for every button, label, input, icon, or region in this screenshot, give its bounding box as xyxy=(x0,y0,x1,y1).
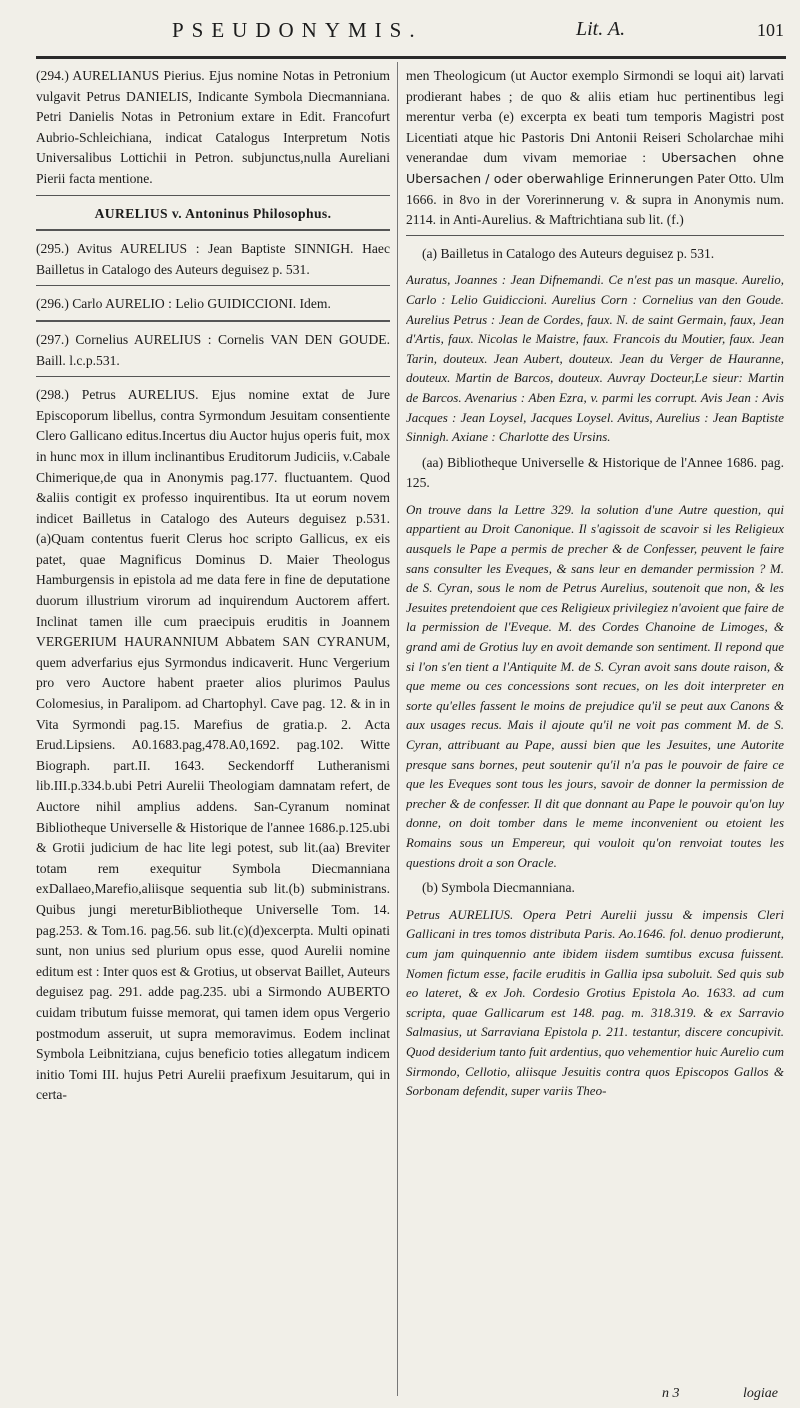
entry-295: (295.) Avitus AURELIUS : Jean Baptiste SINNIGH. Haec Bailletus in Catalogo des Auteurs deguisez p. 531. xyxy=(36,241,390,277)
page-header xyxy=(172,18,786,52)
entry-294: (294.) AURELIANUS Pierius. Ejus nomine Notas in Petronium vulgavit Petrus DANIELIS, Indicante Symbola Diecmanniana. Petri Danielis Notas in Petronium extare in Edit. Francofurt Aubrio-Schleichiana, indicat Catalogus Interpretum Notis Universalibus Lottichii in Petron. subjunctus,nulla Aureliani Pierii facta mentione. xyxy=(36,68,390,186)
right-column xyxy=(406,66,784,1398)
signature-line xyxy=(602,1386,778,1402)
entry-aurelius-xref: AURELIUS v. Antoninus Philosophus. xyxy=(94,205,332,221)
divider xyxy=(36,376,390,377)
footnote-a-intro: (a) Bailletus in Catalogo des Auteurs deguisez p. 531. xyxy=(422,245,715,261)
divider xyxy=(36,195,390,196)
continuation-main: men Theologicum (ut Auctor exemplo Sirmondi se loqui ait) larvati prodierant habes ; de quo & aliis etiam huc pertinentibus legi merentur verba (e) excerpta ex beati tum temporis Magistri post Licentiati atque hic Pastoris Dni Antonii Reiseri Scholarchae mihi venerandae dum vivam memoriae : xyxy=(406,68,784,166)
footnote-b-body: Petrus AURELIUS. Opera Petri Aurelii jussu & impensis Cleri Gallicani in tres tomos distributa Paris. Ao.1646. fol. denuo prodierunt, cum jam quinquennio ante ibidem iisdem sumtibus excusa fuissent. Nomen fictum esse, facile eruditis in Gallia ipsa suboluit. Sed quis sub eo lateret, & ex Joh. Cordesio Grotius Epistola Ao. 1633. ad cum scripta, quae Gallicarum est 148. pag. m. 318.319. & ex Sarravio Salmasius, ut Sarraviana Epistola p. 211. testantur, discere concupivit. Quod desiderium tanto fuit ardentius, quo vehementior huic Aurelio cum Sirmondo, Cellotio, aliisque Jesuitis contra quos Episcopos Gallos & Sorbonam defendit, super variis Theo- xyxy=(406,906,784,1099)
continuation-tail: Pater Otto. Ulm 1666. in 8vo in der Vorerinnerung v. & supra in Anonymis num. 2114. in Anti-Aurelius. & Maftrichtiana sub lit. (f.) xyxy=(406,170,784,228)
divider xyxy=(36,285,390,286)
footnote-aa-body: On trouve dans la Lettre 329. la solution d'une Autre question, qui appartient au Droit Canonique. Il s'agissoit de scavoir si les Religieux ausquels le Pape a permis de precher & de Confesser, peuvent le faire sans consulter les Eveques, & sans leur en demander permission ? M. de S. Cyran, sous le nom de Petrus Aurelius, soutenoit que non, & les Jesuites pretendoient que ces Religieux privilegiez n'avoient que faire de la permission de l'Eveque. M. des Cordes Chanoine de Limoges, & grand ami de Grotius luy en avoit demande son sentiment. Il repond que si l'on s'en tient a l'Antiquite M. de S. Cyran avoit sans doute raison, & que meme ou ces concessions sont recues, on les doit interpreter en sorte qu'elles fassent le moins de prejudice qu'il se peut aux Canons & aux usages recus. Mais il ajoute qu'il ne voit pas comment M. de S. Cyran, attribuant au Pape, aussi bien que les Jesuites, une Autorite presque sans bornes, peut soutenir qu'il n'a pas le pouvoir de faire ce que les Eveques sont tous les jours, savoir de donner la permission de precher & de confesser. Il dit que donnant au Pape le pouvoir qu'on luy donne, on doit tomber dans le meme inconvenient ou etoient les Romains sous un Empereur, qui vouloit qu'on renvoiat toutes les questions droit a son Oracle. xyxy=(406,501,784,870)
catchword: logiae xyxy=(743,1386,778,1401)
footnote-aa-intro: (aa) Bibliotheque Universelle & Historique de l'Annee 1686. pag. 125. xyxy=(406,454,784,491)
footnote-a-body: Auratus, Joannes : Jean Difnemandi. Ce n'est pas un masque. Aurelio, Carlo : Lelio Guidiccioni. Aurelius Corn : Cornelius van den Goude. Aurelius Petrus : Jean de Cordes, faux. N. de saint Germain, faux, Jean d'Artis, faux. Nicolas le Maistre, faux. Francois du Moutier, faux. Jean Tarin, douteux. Jean Aubert, douteux. Jean du Verger de Hauranne, douteux. Martin de Barcos, douteux. Auvray Docteur,Le sieur: Martin de Barcos. Avenarius : Aben Ezra, v. parmi les corrupt. Avis Jean : Avis Jacques : Jean Loysel, Jacques Loysel. Avitus, Aurelius : Jean Baptiste Sinnigh. Axiane : Charlotte des Ursins. xyxy=(406,272,784,445)
entry-296: (296.) Carlo AURELIO : Lelio GUIDICCIONI. Idem. xyxy=(36,296,331,312)
signature-mark: n 3 xyxy=(662,1386,680,1401)
page-number: 101 xyxy=(757,20,784,40)
section-mark: Lit. A. xyxy=(576,18,626,40)
left-column xyxy=(36,66,390,1398)
entry-298: (298.) Petrus AURELIUS. Ejus nomine extat de Jure Episcoporum libellus, contra Syrmondum Jesuitam consentiente Clero Gallicano editus.Incertus diu Auctor hujus operis fuit, mox in hunc mox in illum inclinantibus Eruditorum Judiciis, v.Cabale Chimerique,de qua in Anonymis pag.177. fluctuantem. Quod &aliis contigit ex professo inquirentibus. Ita ut eorum novem indicet Bailletus in Catalogo des Auteurs deguisez p.531. (a)Quam contentus fuerit Clerus hoc scripto Gallicus, ex eis patet, quae Magnificus Dominus D. Maier Theologus Hamburgensis in epistola ad me data fere in fine de deputatione duorum illustrium virorum ad inquirendum Auctorem affert. Inclinat tamen ille cum praecipuis eruditis in Joannem VERGERIUM HAURANNIUM Abbatem SAN CYRANUM, quem adverfarius ejus Syrmondus indicaverit. Hunc Vergerium pro vero Auctore habent praeter alios plurimos Paulus Colomesius, in Paralipom. ad Chartophyl. Cave pag. 12. & in in Vita Syrmondi pag.15. Marefius de gratia.p. 2. Acta Erud.Lipsiens. A0.1683.pag,478.A0,1692. pag.102. Witte Biograph. part.II. 1643. Seckendorff Lutheranismi lib.III.p.334.b.ubi Petri Aurelii Theologiam damnatam refert, de Auctore nihil amplius addens. San-Cyranum nominat Bibliotheque Universelle & Historique de l'annee 1686.p.125.ubi & Grotii judicium de hac lite legi potest, sub lit.(aa) Breviter totam rem exequitur Symbola Diecmanniana exDallaeo,Marefio,aliisque sequentia sub lit.(b) subministrans. Quibus jungi mereturBibliotheque Universelle Tom. 14. pag.253. & Tom.16. pag.56. sub lit.(c)(d)excerpta. Multi opinati sunt, non unius sed plurium opus esse, quod Aurelii nomine editum est : Inter quos est & Grotius, ut observat Baillet, Auteurs deguisez pag. 291. adde pag.235. ubi a Sirmondo AUBERTO cuidam tributum fuisse memorat, qui tamen idem opus Vergerio postmodum asseruit, ut supra memoravimus. Eodem inclinat Symbola Leibnitziana, cujus beneficio toties allegatum indicem initio Tomi III. hujus Petri Aurelii praefixum Jesuitarum, qui in certa- xyxy=(36,387,390,1103)
footnote-separator xyxy=(406,235,784,236)
running-title: PSEUDONYMIS. xyxy=(172,18,423,42)
header-rule xyxy=(36,56,786,59)
continuation-text xyxy=(406,66,784,231)
gothic-title: Ubersachen ohne Ubersachen / oder oberwahlige Erinnerungen xyxy=(406,150,784,186)
divider xyxy=(36,229,390,231)
divider xyxy=(36,320,390,322)
entry-297: (297.) Cornelius AURELIUS : Cornelis VAN DEN GOUDE. Baill. l.c.p.531. xyxy=(36,331,390,368)
footnote-b-intro: (b) Symbola Diecmanniana. xyxy=(422,880,575,896)
column-divider xyxy=(397,62,398,1396)
